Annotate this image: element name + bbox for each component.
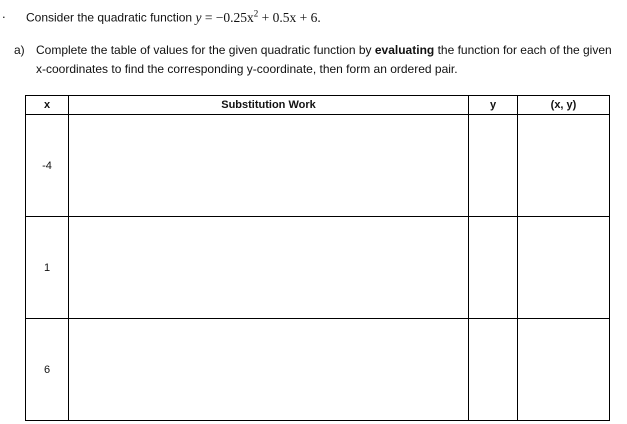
ordered-pair-cell[interactable]: [518, 115, 610, 217]
substitution-work-cell[interactable]: [69, 217, 469, 319]
table-row: [26, 115, 610, 217]
formula-y: y: [195, 9, 202, 25]
table-row: [26, 319, 610, 421]
substitution-work-cell[interactable]: [69, 319, 469, 421]
formula-exponent: 2: [253, 8, 259, 18]
values-table: [25, 95, 610, 421]
x-value-cell: -4: [26, 115, 69, 217]
part-a-text-before: Complete the table of values for the given quadratic function by: [36, 43, 375, 57]
quadratic-formula: [195, 10, 320, 25]
x-value-cell: 6: [26, 319, 69, 421]
intro-prefix: Consider the quadratic function: [26, 10, 196, 25]
y-value-cell[interactable]: [469, 115, 518, 217]
part-a-question: [14, 41, 614, 79]
question-intro: [26, 8, 321, 26]
formula-eq: = −0.25x: [201, 9, 254, 25]
header-substitution-work: Substitution Work: [69, 96, 469, 115]
substitution-work-cell[interactable]: [69, 115, 469, 217]
question-bullet: .: [2, 6, 6, 21]
ordered-pair-cell[interactable]: [518, 217, 610, 319]
header-ordered-pair: (x, y): [518, 96, 610, 115]
header-y: y: [469, 96, 518, 115]
table-header-row: [26, 96, 610, 115]
part-a-label: a): [14, 43, 25, 57]
formula-rest: + 0.5x + 6.: [258, 9, 321, 25]
table-row: [26, 217, 610, 319]
header-x: x: [26, 96, 69, 115]
part-a-text-after: the function for each of the given x-coordinates to find the corresponding y-coordinate, then form an ordered pair.: [36, 43, 612, 76]
y-value-cell[interactable]: [469, 217, 518, 319]
part-a-text: [36, 41, 614, 79]
ordered-pair-cell[interactable]: [518, 319, 610, 421]
x-value-cell: 1: [26, 217, 69, 319]
part-a-bold-word: evaluating: [374, 43, 435, 57]
y-value-cell[interactable]: [469, 319, 518, 421]
